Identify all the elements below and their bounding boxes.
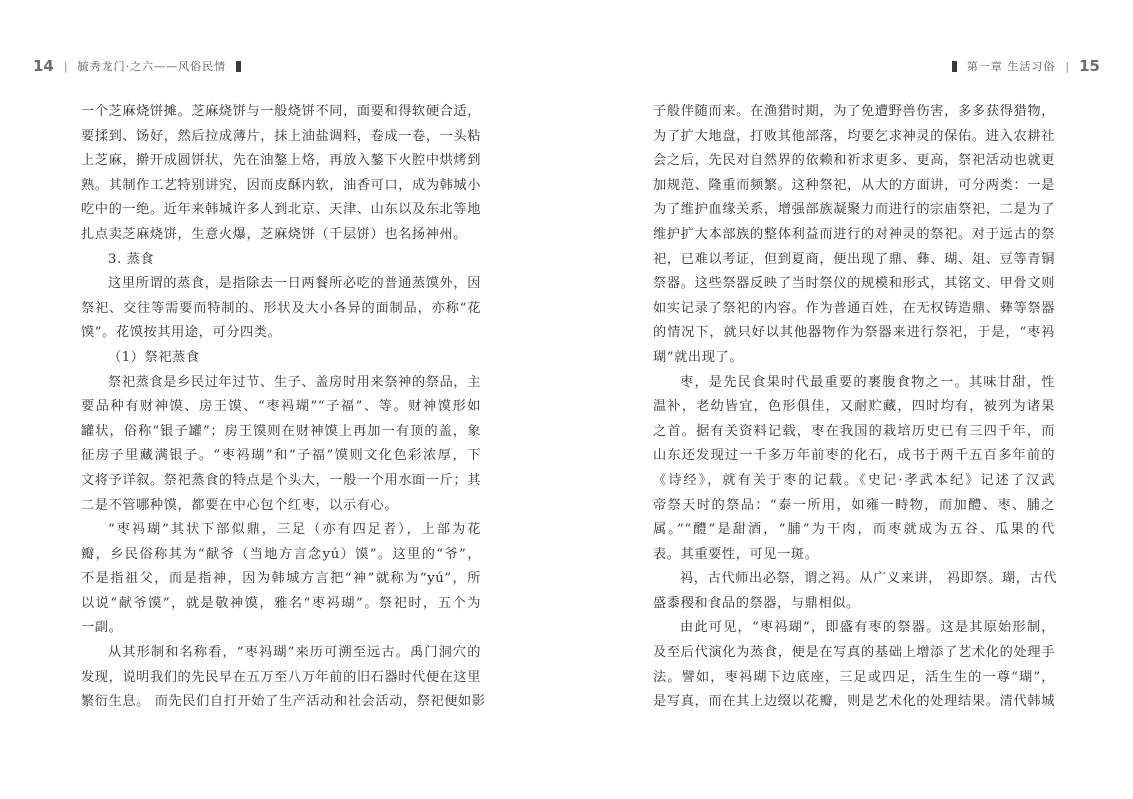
- chapter-title: 第一章 生活习俗: [966, 60, 1056, 73]
- text-line: 瓣，乡民俗称其为“献爷（当地方言念yú）馍”。这里的“爷”，: [81, 546, 481, 562]
- right-header-block-marker: [952, 61, 957, 72]
- text-line: 一副。: [81, 620, 123, 636]
- text-line: 为了维护血缘关系，增强部族凝聚力而进行的宗庙祭祀，二是为了: [653, 202, 1055, 218]
- text-line: 一个芝麻烧饼摊。芝麻烧饼与一般烧饼不同，面要和得软硬合适，: [81, 104, 481, 119]
- text-line: 祭祀蒸食是乡民过年过节、生子、盖房时用来祭神的祭品，主: [108, 374, 481, 390]
- text-line: 如实记录了祭祀的内容。作为普通百姓，在无权铸造鼎、彝等祭器: [653, 300, 1055, 316]
- right-page-number: 15: [1079, 57, 1100, 75]
- text-line: 征房子里藏满银子。“枣祃瑚”和“子福”馍则文化色彩浓厚，下: [81, 448, 481, 464]
- left-page-number: 14: [33, 57, 54, 75]
- text-line: （1）祭祀蒸食: [108, 349, 200, 365]
- text-line: 文将予详叙。祭祀蒸食的特点是个头大，一般一个用水面一斤；其: [81, 472, 481, 488]
- book-title: 毓秀龙门·之六——风俗民情: [77, 60, 227, 73]
- text-line: 维护扩大本部族的整体利益而进行的对神灵的祭祀。对于远古的祭: [653, 226, 1055, 242]
- text-line: 加规范、隆重而频繁。这种祭祀，从大的方面讲，可分两类：一是: [653, 177, 1055, 193]
- left-page-body: [81, 100, 486, 715]
- text-line: 子般伴随而来。在渔猎时期，为了免遭野兽伤害，多多获得猎物，: [653, 104, 1055, 119]
- text-line: 法。譬如，枣祃瑚下边底座，三足或四足，活生生的一尊“瑚”，: [653, 669, 1055, 685]
- text-line: 盛黍稷和食品的祭器，与鼎相似。: [653, 595, 860, 611]
- text-line: 馍”。花馍按其用途，可分四类。: [81, 325, 282, 341]
- text-line: 为了扩大地盘，打败其他部落，均要乞求神灵的保佑。进入农耕社: [653, 128, 1055, 144]
- text-line: 罐状，俗称“银子罐”；房王馍则在财神馍上再加一有顶的盖，象: [81, 423, 481, 439]
- text-line: 的情况下，就只好以其他器物作为祭器来进行祭祀，于是，“枣祃: [653, 325, 1055, 341]
- text-line: 二是不管哪种馍，都要在中心包个红枣，以示有心。: [81, 497, 399, 513]
- text-line: 祭祀、交往等需要而特制的、形状及大小各异的面制品，亦称“花: [81, 300, 481, 316]
- text-line: 繁衍生息。 而先民们自打开始了生产活动和社会活动，祭祀便如影: [81, 694, 486, 710]
- text-line: 祀，已难以考证，但到夏商，便出现了鼎、彝、瑚、俎、豆等青铜: [653, 251, 1055, 267]
- text-line: 吃中的一绝。近年来韩城许多人到北京、天津、山东以及东北等地: [81, 202, 481, 218]
- text-line: “枣祃瑚”其状下部似鼎，三足（亦有四足者），上部为花: [108, 522, 481, 538]
- text-line: 瑚”就出现了。: [653, 349, 744, 365]
- text-line: 由此可见，“枣祃瑚”，即盛有枣的祭器。这是其原始形制，: [680, 620, 1055, 636]
- text-line: 之首。据有关资料记载，枣在我国的栽培历史已有三四千年，而: [653, 423, 1055, 439]
- right-page-body: [653, 100, 1058, 715]
- text-line: 3. 蒸食: [108, 251, 155, 267]
- left-header-block-marker: [236, 61, 241, 72]
- text-line: 熟。其制作工艺特别讲究，因而皮酥内软，油香可口，成为韩城小: [81, 177, 481, 193]
- left-running-header: [33, 56, 241, 76]
- left-header-separator: |: [63, 59, 68, 73]
- text-line: 温补，老幼皆宜，色形俱佳，又耐贮藏，四时均有，被列为诸果: [653, 399, 1055, 415]
- text-line: 帝祭天时的祭品：“泰一所用，如雍一畤物，而加醴、枣、脯之: [653, 497, 1055, 513]
- right-header-separator: |: [1065, 59, 1070, 73]
- text-line: 山东还发现过一千多万年前枣的化石，成书于两千五百多年前的: [653, 448, 1055, 464]
- text-line: 表。其重要性，可见一斑。: [653, 546, 819, 562]
- text-line: 及至后代演化为蒸食，便是在写真的基础上增添了艺术化的处理手: [653, 645, 1055, 661]
- text-line: 属。”“醴”是甜酒，“脯”为干肉，而枣就成为五谷、瓜果的代: [653, 522, 1055, 538]
- right-running-header: [952, 56, 1100, 76]
- text-line: 会之后，先民对自然界的依赖和祈求更多、更高，祭祀活动也就更: [653, 153, 1055, 169]
- text-line: 祃，古代师出必祭，谓之祃。从广义来讲， 祃即祭。瑚，古代: [680, 571, 1058, 587]
- text-line: 祭器。这些祭器反映了当时祭仪的规模和形式，其铭文、甲骨文则: [653, 276, 1055, 292]
- text-line: 要品种有财神馍、房王馍、“枣祃瑚”“子福”、等。财神馍形如: [81, 399, 481, 415]
- text-line: 不是指祖父，而是指神，因为韩城方言把“神”就称为“yú”，所: [81, 571, 481, 587]
- text-line: 《诗经》，就有关于枣的记载。《史记·孝武本纪》记述了汉武: [653, 472, 1055, 488]
- text-line: 这里所谓的蒸食，是指除去一日两餐所必吃的普通蒸馍外，因: [108, 276, 481, 292]
- text-line: 是写真，而在其上边缀以花瓣，则是艺术化的处理结果。清代韩城: [653, 694, 1055, 710]
- text-line: 发现，说明我们的先民早在五万至八万年前的旧石器时代便在这里: [81, 669, 481, 685]
- text-line: 以说“献爷馍”，就是敬神馍，雅名“枣祃瑚”。祭祀时，五个为: [81, 595, 481, 611]
- text-line: 扎点卖芝麻烧饼，生意火爆，芝麻烧饼（千层饼）也名扬神州。: [81, 226, 468, 242]
- text-line: 要揉到、饧好，然后拉成薄片，抹上油盐调料，卷成一卷，一头粘: [81, 128, 481, 144]
- text-line: 从其形制和名称看，“枣祃瑚”来历可溯至远古。禹门洞穴的: [108, 645, 481, 661]
- text-line: 上芝麻，擀开成圆饼状，先在油鏊上烙，再放入鏊下火腔中烘烤到: [81, 153, 481, 169]
- text-line: 枣，是先民食果时代最重要的裹腹食物之一。其味甘甜，性: [680, 374, 1055, 390]
